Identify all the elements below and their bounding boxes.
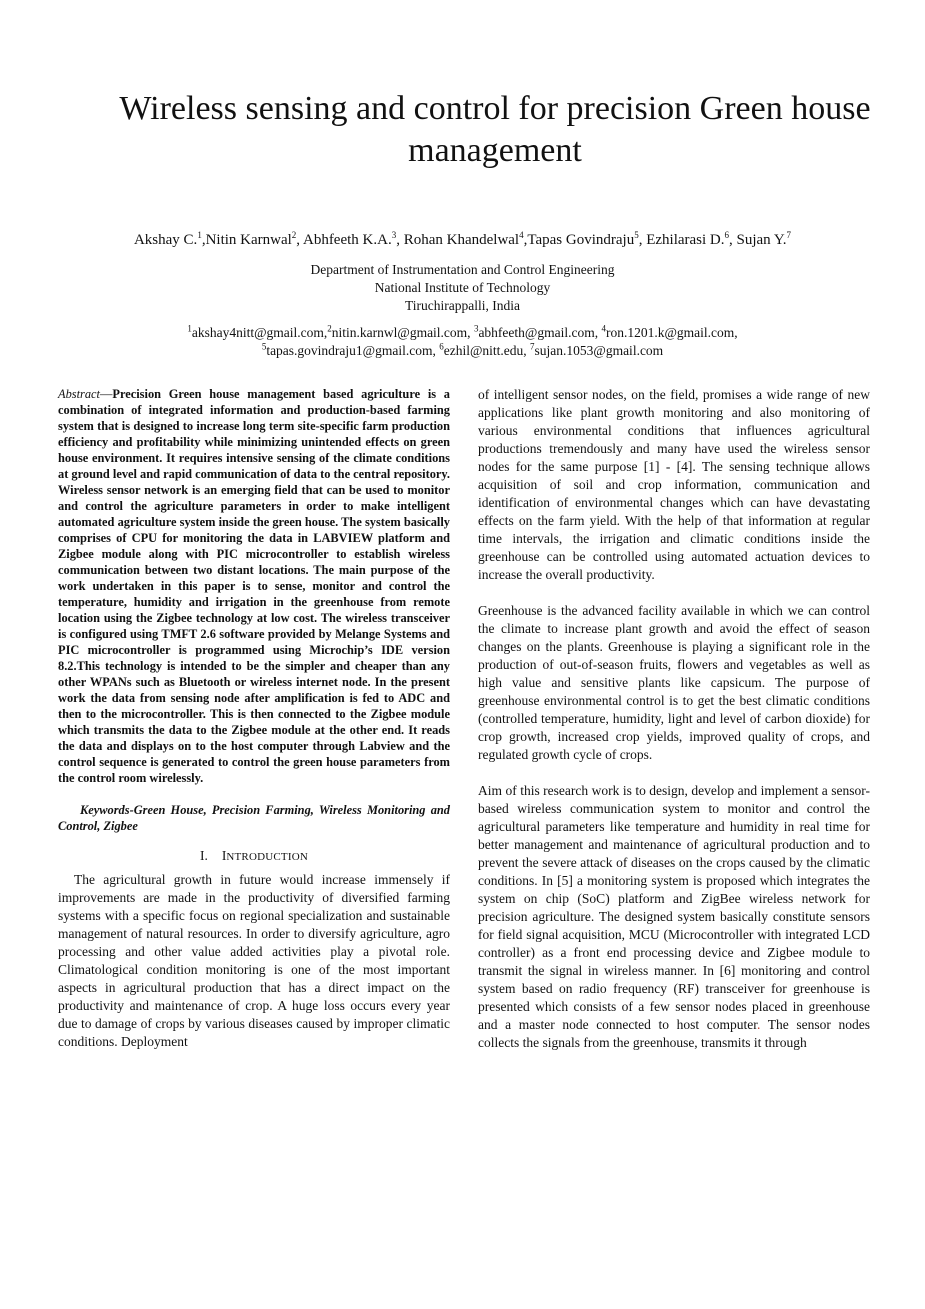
section-title-initial: I [221,848,227,863]
email-sup: 5 [261,341,267,352]
author-sup: 7 [786,230,792,240]
author-sup: 4 [519,230,524,240]
email-link[interactable]: abhfeeth@gmail.com, [478,325,602,340]
author-name: Rohan Khandelwal [403,232,520,248]
email-link[interactable]: akshay4nitt@gmail.com, [191,325,328,340]
affiliation [140,261,785,315]
affiliation-location: Tiruchirappalli, India [405,298,520,313]
abstract [58,386,450,786]
email-list [60,324,865,360]
section-number: I. [199,848,208,863]
intro-paragraph-3 [478,782,870,1052]
author-name: Akshay C. [133,232,198,248]
author-sup: 3 [391,230,397,240]
email-link[interactable]: nitin.karnwl@gmail.com, [331,325,474,340]
author-list: Akshay C.$^1$,Nitin Karnwal$^2$, Abhfeeth K.A.$^3$, Rohan Khandelwal$^4$,Tapas Govindraju$^5$, Ezhilarasi D.$^6$, Sujan Y.$^7$ [133,230,792,248]
email-line [60,324,865,342]
right-column [478,386,870,1052]
author-name: Sujan Y. [736,232,787,248]
author-sup: 6 [724,230,730,240]
email-sup: 2 [327,323,332,334]
affiliation-department: Department of Instrumentation and Control Engineering [310,262,615,277]
author-name: Ezhilarasi D. [646,232,725,248]
intro-paragraph-1-continued: of intelligent sensor nodes, on the field, promises a wide range of new applications like plant growth monitoring and also monitoring of various environmental conditions that influences agricultural productions tremendously and many have used the wireless sensor nodes for the same purpose [1] - [4]. The sensing technique allows acquisition of soil and crop information, communication and identification of environmental changes which can have devastating effects on the farm yield. With the help of that information at regular time intervals, the irrigation and climatic conditions inside the greenhouse can be controlled using automated actuation devices to increase the overall productivity. [478,387,870,582]
intro-paragraph-1: The agricultural growth in future would increase immensely if improvements are made in the productivity of diversified farming systems with a specific focus on regional specialization and sustainable management of natural resources. In order to diversify agriculture, agro processing and other value added activities play a pivotal role. Climatological condition monitoring is one of the most important aspects in agricultural production that has a direct impact on the productivity and maintenance of crop. A huge loss occurs every year due to damage of crops by various diseases caused by improper climatic conditions. Deployment [58,872,450,1049]
email-link[interactable]: tapas.govindraju1@gmail.com, [266,343,440,358]
affiliation-institute: National Institute of Technology [374,280,551,295]
author-name: Abhfeeth K.A. [302,232,392,248]
intro-paragraph-2: Greenhouse is the advanced facility available in which we can control the climate to increase plant growth and avoid the effect of season changes on the plants. Greenhouse is playing a significant role in the production of out-of-season fruits, flowers and vegetables as well as high value and sensitive plants like capsicum. The purpose of greenhouse environmental control is to get the best climatic conditions (controlled temperature, humidity, light and level of carbon dioxide) for crop growth, increased crop yields, improved quality of crops, and regulated growth cycle of crops. [478,603,870,762]
author-sup: 5 [634,230,639,240]
left-column [58,386,450,1051]
abstract-dash: — [100,387,113,401]
intro-paragraph-3-tail: The sensor nodes collects the signals from the greenhouse, transmits it through [478,1017,870,1050]
author-sup: 2 [291,230,297,240]
email-sup: 3 [473,323,479,334]
email-link[interactable]: ron.1201.k@gmail.com, [605,325,738,340]
author-name: Nitin Karnwal [205,232,292,248]
intro-paragraph-3-text: Aim of this research work is to design, develop and implement a sensor-based wireless communication system to monitor and control the agricultural parameters like temperature and humidity in real time for better management and maintenance of agricultural production and to prevent the severe attack of diseases on the crops caused by the climatic conditions. In [5] a monitoring system is proposed which integrates the system on chip (SoC) platform and ZigBee wireless network for precision agriculture. The designed system basically constitute sensors for field signal acquisition, MCU (Microcontroller with integrated LCD controller) as a front end processing device and Zigbee module to transmit the signal in wireless manner. In [6] monitoring and control system based on radio frequency (RF) transceiver for greenhouse is presented which consists of a few sensor nodes placed in greenhouse and a master node connected to host computer [478,783,870,1032]
red-period: . [757,1017,761,1032]
email-sup: 1 [187,323,192,334]
email-link[interactable]: ezhil@nitt.edu, [443,343,531,358]
paper-title: Wireless sensing and control for precision Green house management [119,90,871,169]
author-sup: 1 [197,230,202,240]
section-title-rest: NTRODUCTION [226,851,308,863]
email-link[interactable]: sujan.1053@gmail.com [534,343,664,358]
author-name: Tapas Govindraju [527,232,635,248]
abstract-label: Abstract [58,387,100,401]
email-sup: 6 [439,341,444,352]
abstract-text: Precision Green house management based agriculture is a combination of integrated information and production-based farming system that is designed to increase long term site-specific farm production efficiency and profitability while minimizing unintended effects on green house environment. It requires intensive sensing of the climate conditions at ground level and rapid communication of data to the central repository. Wireless sensor network is an emerging field that can be used to monitor and control the agriculture parameters in order to make intelligent automated agriculture system inside the green house. The system basically comprises of CPU for monitoring the data in LABVIEW platform and Zigbee module along with PIC microcontroller to establish wireless communication between two distant locations. The main purpose of the work undertaken in this paper is to sense, monitor and control the temperature, humidity and irrigation in the greenhouse from remote location using the Zigbee technology at low cost. The wireless transceiver is configured using TMFT 2.6 software provided by Melange Systems and PIC microcontroller is programmed using Microchip’s IDE version 8.2.This technology is intended to be the simpler and cheaper than any other WPANs such as Bluetooth or wireless internet node. In the present work the data from sensing node after amplification is fed to ADC and then to the microcontroller. This is then connected to the Zigbee module which transmits the data to the Zigbee module at the other end. It reads the data and displays on to the host computer through Labview and the control sequence is generated to control the green house parameters from the control room wirelessly. [58,387,450,785]
keywords: Keywords-Green House, Precision Farming, Wireless Monitoring and Control, Zigbee [58,803,450,833]
email-line [60,342,865,360]
email-sup: 4 [601,323,606,334]
section-heading-introduction [58,848,450,865]
email-sup: 7 [530,341,535,352]
